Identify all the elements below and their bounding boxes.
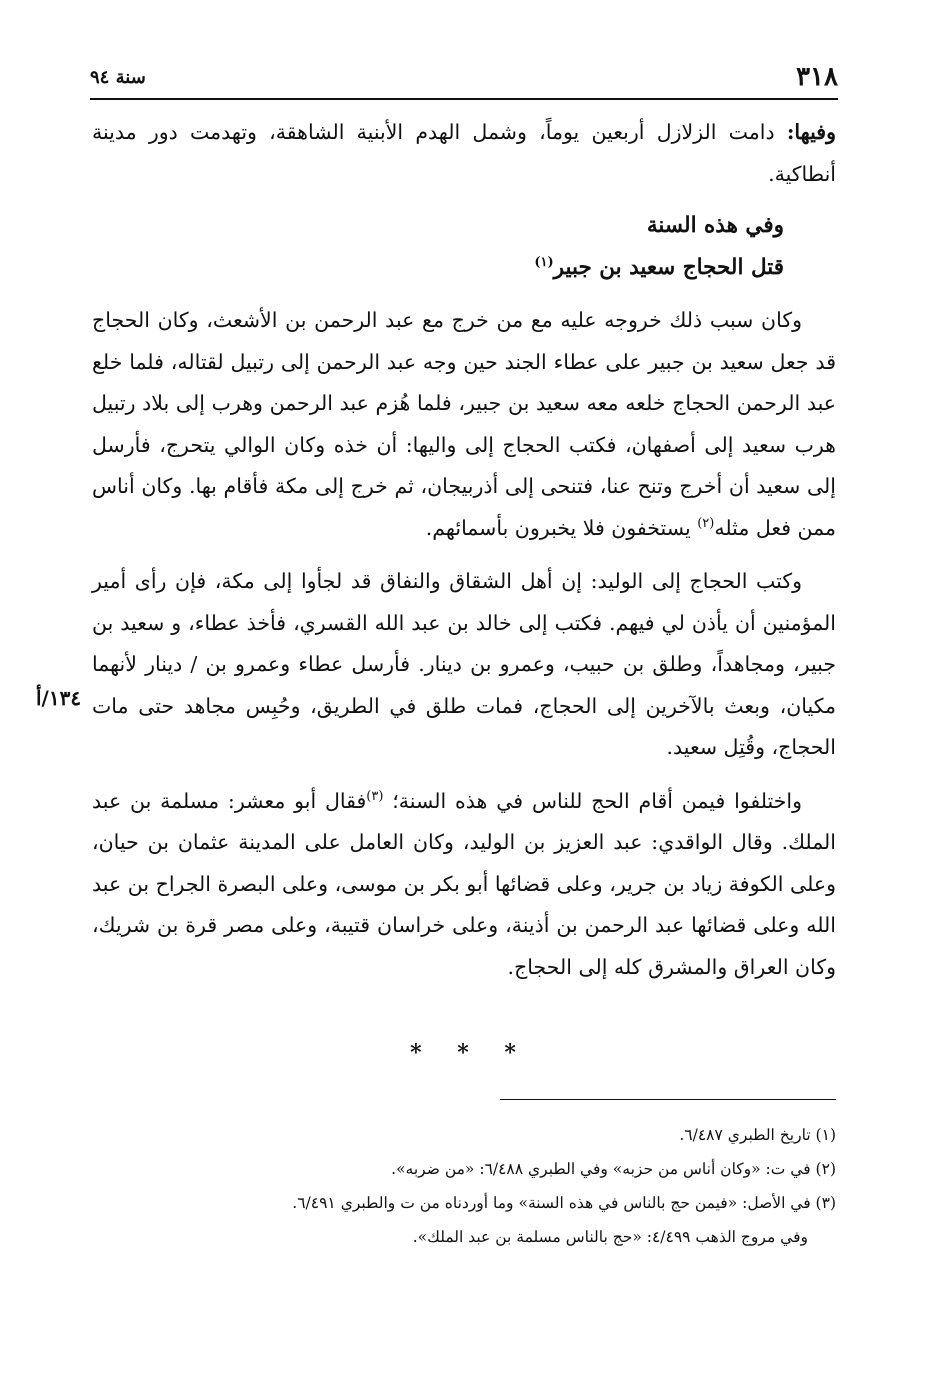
opening-paragraph bbox=[92, 112, 836, 195]
running-header-year: سنة ٩٤ bbox=[90, 67, 146, 88]
section-heading-title: قتل الحجاج سعيد بن جبير bbox=[553, 254, 784, 280]
footnote-3-continued: وفي مروج الذهب ٤/٤٩٩: «حج بالناس مسلمة بن عبد الملك». bbox=[412, 1228, 808, 1246]
page-number: ٣١٨ bbox=[796, 62, 838, 92]
footnote-1: (١) تاريخ الطبري ٦/٤٨٧. bbox=[679, 1126, 836, 1144]
opening-lead: وفيها: bbox=[786, 120, 836, 144]
paragraph-1-part-1: وكان سبب ذلك خروجه عليه مع من خرج مع عبد الرحمن بن الأشعث، وكان الحجاج قد جعل سعيد بن جبير على عطاء الجند حين وجه عبد الرحمن إلى رتبيل لقتاله، فلما خلع عبد الرحمن الحجاج خلعه معه سعيد بن جبير، فلما هُزم عبد الرحمن وهرب إلى بلاد رتبيل هرب سعيد إلى أصفهان، فكتب الحجاج إلى واليها: أن خذه وكان الوالي يتحرج، فأرسل إلى سعيد أن أخرج وتنح عنا، فتنحى إلى أذربيجان، ثم خرج إلى مكة فأقام بها. وكان أناس ممن فعل مثله bbox=[92, 308, 836, 540]
footnote-rule bbox=[500, 1099, 836, 1100]
paragraph-1 bbox=[92, 300, 836, 549]
section-separator: * * * bbox=[410, 1040, 530, 1066]
footnote-3: (٣) في الأصل: «فيمن حج بالناس في هذه السنة» وما أوردناه من ت والطبري ٦/٤٩١. bbox=[292, 1194, 836, 1212]
paragraph-1-part-2: يستخفون فلا يخبرون بأسمائهم. bbox=[425, 515, 698, 540]
footnote-ref-2: (٢) bbox=[697, 515, 715, 531]
paragraph-2: وكتب الحجاج إلى الوليد: إن أهل الشقاق والنفاق قد لجأوا إلى مكة، فإن رأى أمير المؤمنين أن يأذن لي فيهم. فكتب إلى خالد بن عبد الله القسري، فأخذ عطاء، و سعيد بن جبير، ومجاهداً، وطلق بن حبيب، وعمرو بن دينار. فأرسل عطاء وعمرو بن / دينار لأنهما مكيان، وبعث بالآخرين إلى الحجاج، فمات طلق في الطريق، وحُبِس مجاهد حتى مات الحجاج، وقُتِل سعيد. bbox=[92, 569, 836, 759]
footnote-2: (٢) في ت: «وكان أناس من حزبه» وفي الطبري ٦/٤٨٨: «من ضربه». bbox=[391, 1160, 836, 1178]
footnote-ref-1: (١) bbox=[534, 254, 554, 270]
paragraph-3-part-1: واختلفوا فيمن أقام الحج للناس في هذه السنة؛ bbox=[383, 788, 802, 813]
running-header bbox=[90, 62, 838, 96]
manuscript-folio-note: ١٣٤/أ bbox=[36, 686, 82, 710]
main-text bbox=[92, 112, 836, 988]
header-rule bbox=[90, 98, 838, 100]
paragraph-3-part-2: فقال أبو معشر: مسلمة بن عبد الملك. وقال الواقدي: عبد العزيز بن الوليد، وكان العامل على المدينة عثمان بن حيان، وعلى الكوفة زياد بن جرير، وعلى قضائها أبو بكر بن موسى، وعلى البصرة الجراح بن عبد الله وعلى قضائها عبد الرحمن بن أذينة، وعلى خراسان قتيبة، وعلى مصر قرة بن شريك، وكان العراق والمشرق كله إلى الحجاج. bbox=[92, 788, 836, 979]
opening-text: دامت الزلازل أربعين يوماً، وشمل الهدم الأبنية الشاهقة، وتهدمت دور مدينة أنطاكية. bbox=[92, 120, 836, 186]
section-heading-line-2 bbox=[92, 247, 836, 289]
footnote-ref-3: (٣) bbox=[366, 788, 384, 804]
paragraph-3 bbox=[92, 781, 836, 989]
section-heading-line-1: وفي هذه السنة bbox=[646, 213, 784, 238]
footnotes bbox=[200, 1118, 836, 1254]
